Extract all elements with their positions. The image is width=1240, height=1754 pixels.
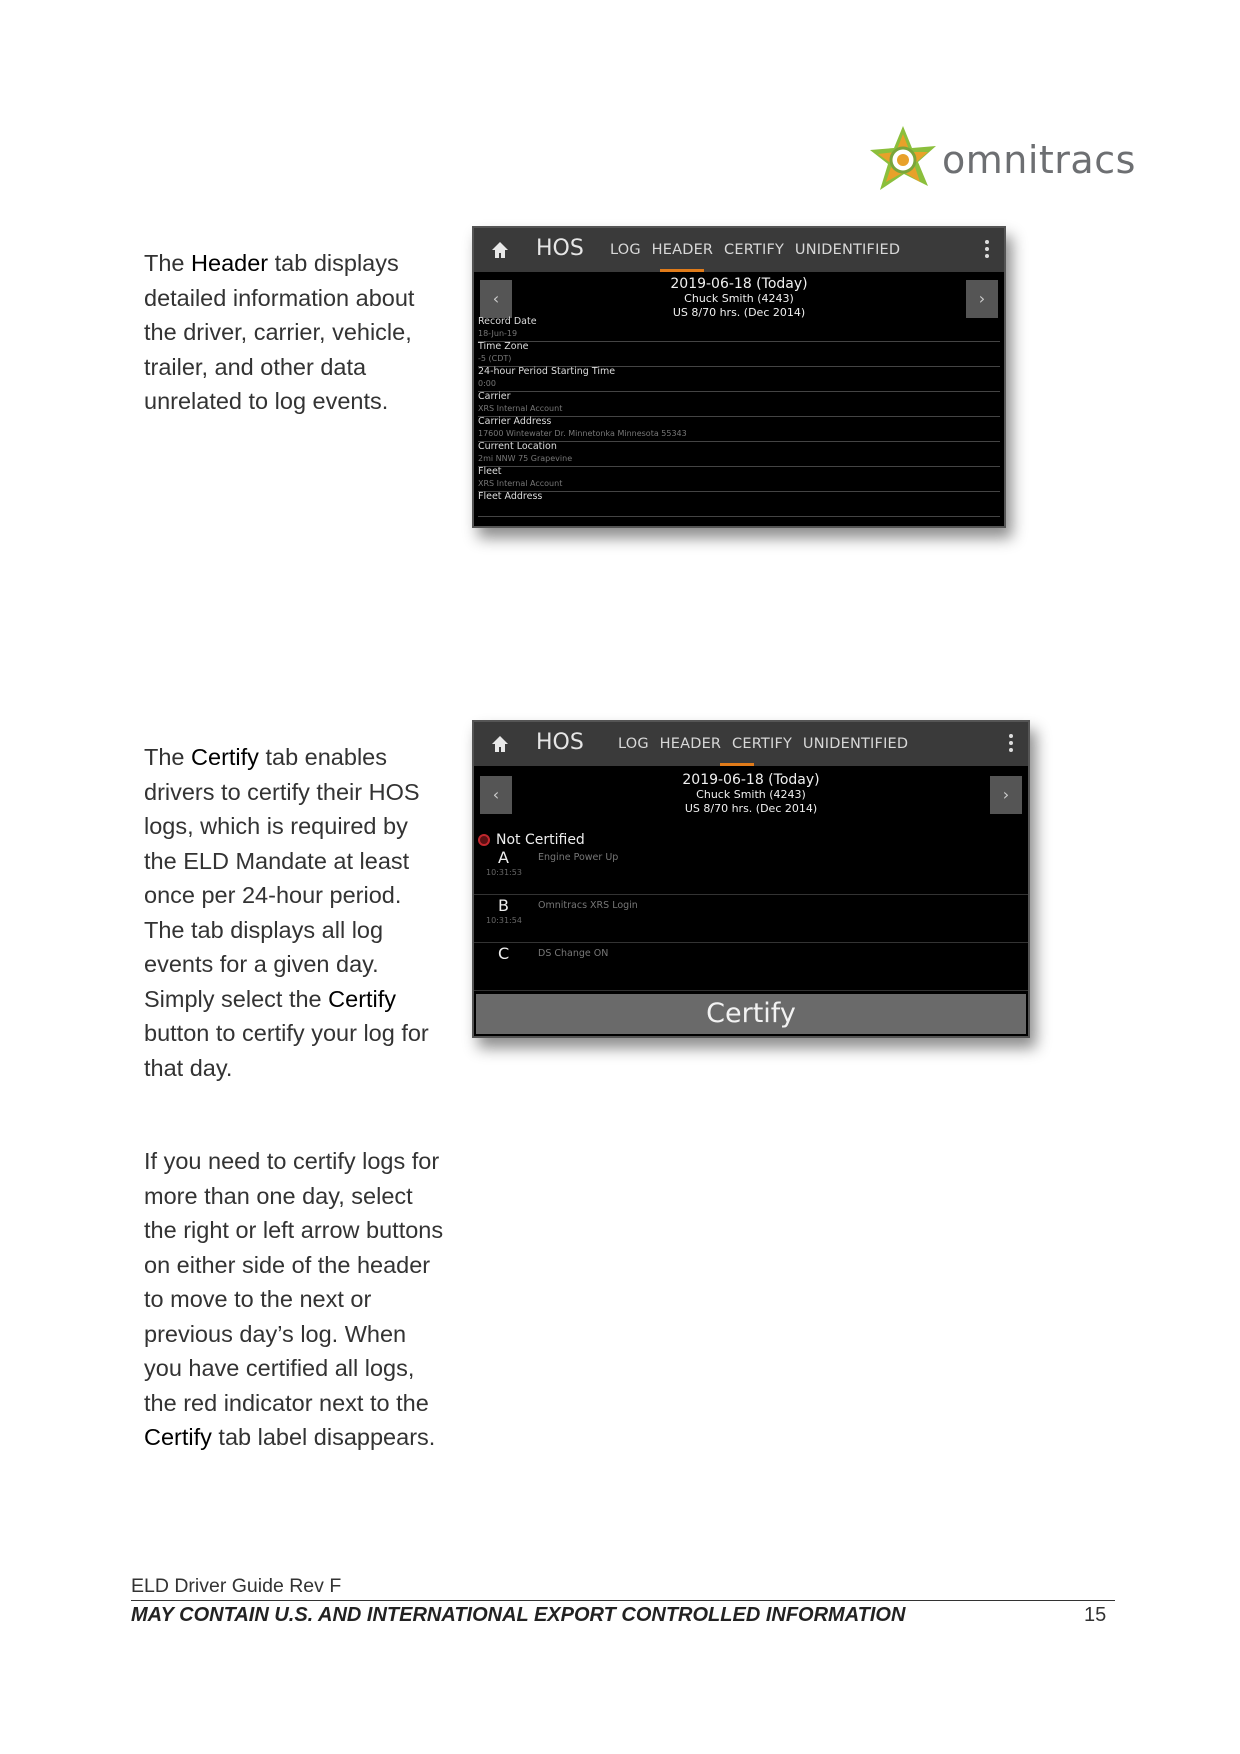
active-tab-indicator [660,269,704,272]
paragraph-text: button to certify your log for that day. [144,1020,429,1081]
paragraph-text: tab enables drivers to certify their HOS logs, which is required by the ELD Mandate at least once per 24-hour period. The tab displays all log events for a given day. Simply select the [144,744,420,1012]
event-letter: C [498,944,510,963]
field-label: 24-hour Period Starting Time [478,366,616,377]
tab-unidentified[interactable]: UNIDENTIFIED [802,736,909,752]
driver-name: Chuck Smith (4243) [684,292,794,305]
certification-status-label: Not Certified [496,832,585,848]
header-field [478,391,1000,417]
tab-certify[interactable]: CERTIFY [732,736,793,752]
app-title: HOS [536,236,584,261]
event-description: Omnitracs XRS Login [538,900,638,911]
field-value: 18-Jun-19 [478,329,518,338]
event-letter: A [498,848,509,867]
field-label: Carrier [478,391,511,402]
overflow-menu-icon[interactable] [984,240,990,260]
tab-header[interactable]: HEADER [659,736,722,752]
log-event-row[interactable] [474,942,1028,991]
field-label: Record Date [478,316,537,327]
certify-tab-screenshot [472,720,1030,1038]
log-date-header [474,276,1004,320]
event-description: Engine Power Up [538,852,619,863]
footer-guide-title: ELD Driver Guide Rev F [131,1575,342,1597]
previous-day-button[interactable]: ‹ [480,776,512,814]
next-day-button[interactable]: › [966,280,998,318]
header-field [478,366,1000,392]
tab-log[interactable]: LOG [610,242,641,258]
page-number: 15 [1084,1604,1107,1626]
ruleset: US 8/70 hrs. (Dec 2014) [672,306,806,319]
certify-tab-description [144,740,444,1085]
keyword: Header [191,250,269,276]
log-event-row[interactable] [474,846,1028,895]
multi-day-certify-description [144,1144,444,1455]
paragraph-text: If you need to certify logs for more than one day, select the right or left arrow buttons on either side of the header to move to the next or previous day’s log. When you have certified all logs, the red indicator next to the [144,1148,444,1416]
previous-day-button[interactable]: ‹ [480,280,512,318]
home-icon[interactable] [490,734,510,754]
omnitracs-logo [866,124,1136,204]
top-bar [474,722,1028,766]
field-label: Fleet [478,466,502,477]
tab-certify[interactable]: CERTIFY [724,242,785,258]
header-field [478,416,1000,442]
keyword: Certify [328,985,397,1012]
keyword: Certify [191,744,259,770]
not-certified-indicator-icon [478,834,490,846]
log-event-row[interactable] [474,894,1028,943]
tab-log[interactable]: LOG [618,736,649,752]
header-field [478,316,1000,342]
paragraph-text: tab label disappears. [211,1424,436,1450]
field-label: Time Zone [478,341,529,352]
log-date: 2019-06-18 (Today) [682,772,820,788]
field-label: Carrier Address [478,416,552,427]
omnitracs-star-icon [866,124,940,196]
tab-bar [618,736,914,752]
driver-name: Chuck Smith (4243) [696,788,806,801]
logo-text: omnitracs [942,138,1136,182]
header-field [478,341,1000,367]
header-field [478,441,1000,467]
log-date-header [474,772,1028,816]
field-value: -5 (CDT) [478,354,512,363]
overflow-menu-icon[interactable] [1008,734,1014,754]
top-bar [474,228,1004,272]
log-date: 2019-06-18 (Today) [670,276,808,292]
active-tab-indicator [720,763,754,766]
keyword: Certify [144,1424,212,1450]
header-field [478,466,1000,492]
export-control-notice: MAY CONTAIN U.S. AND INTERNATIONAL EXPORT CONTROLLED INFORMATION [131,1604,906,1626]
paragraph-text: The [144,744,192,770]
event-time: 10:31:54 [486,916,522,925]
footer-divider [131,1600,1115,1601]
tab-unidentified[interactable]: UNIDENTIFIED [794,242,901,258]
app-title: HOS [536,730,584,755]
event-time: 10:31:53 [486,868,522,877]
field-value: XRS Internal Account [478,404,563,413]
field-value: XRS Internal Account [478,479,563,488]
next-day-button[interactable]: › [990,776,1022,814]
field-value: 0:00 [478,379,496,388]
ruleset: US 8/70 hrs. (Dec 2014) [684,802,818,815]
tab-header[interactable]: HEADER [651,242,714,258]
field-value: 2mi NNW 75 Grapevine [478,454,573,463]
paragraph-text: The [144,250,192,276]
event-letter: B [498,896,509,915]
home-icon[interactable] [490,240,510,260]
field-label: Current Location [478,441,557,452]
paragraph-text: tab displays detailed information about the driver, carrier, vehicle, trailer, and other data unrelated to log events. [144,250,415,414]
header-tab-description [144,246,444,419]
certify-button[interactable]: Certify [476,994,1026,1034]
tab-bar [610,242,906,258]
field-label: Fleet Address [478,491,543,502]
field-value: 17600 Wintewater Dr. Minnetonka Minnesota 55343 [478,429,687,438]
event-description: DS Change ON [538,948,609,959]
header-field [478,491,1000,517]
header-tab-screenshot [472,226,1006,528]
